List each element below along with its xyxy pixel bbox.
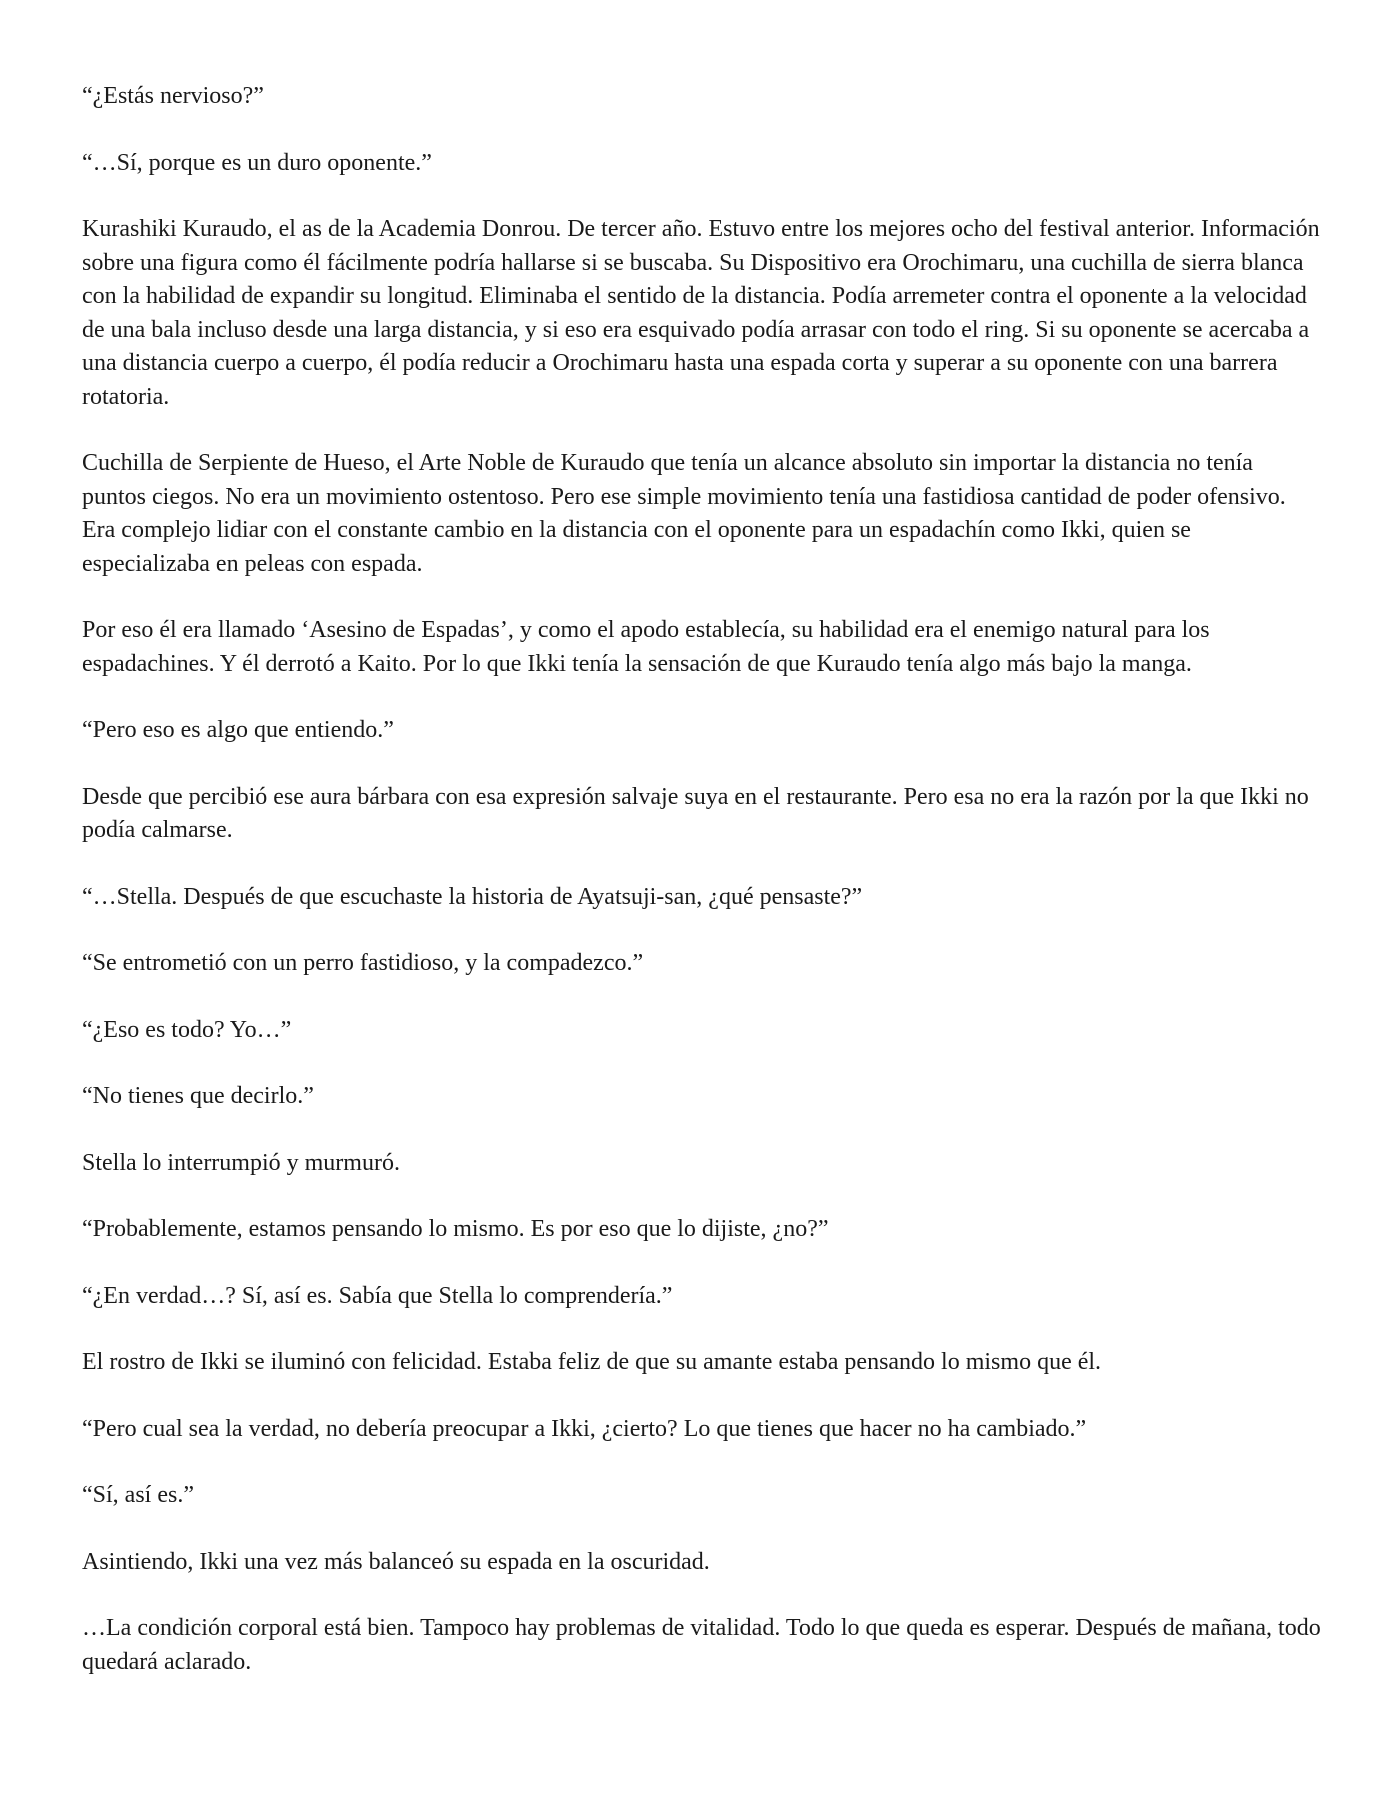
narrative-paragraph: Asintiendo, Ikki una vez más balanceó su espada en la oscuridad. <box>82 1548 710 1575</box>
narrative-paragraph: …La condición corporal está bien. Tampoco hay problemas de vitalidad. Todo lo que queda es esperar. Después de mañana, todo quedará aclarado. <box>82 1615 1321 1675</box>
dialogue-line: “Se entrometió con un perro fastidioso, y la compadezco.” <box>82 950 644 976</box>
narrative-paragraph: Cuchilla de Serpiente de Hueso, el Arte Noble de Kuraudo que tenía un alcance absoluto sin importar la distancia no tenía puntos ciegos. No era un movimiento ostentoso. Pero ese simple movimiento tenía una fastidiosa cantidad de poder ofensivo. Era complejo lidiar con el constante cambio en la distancia con el oponente para un espadachín como Ikki, quien se especializaba en peleas con espada. <box>82 450 1286 577</box>
narrative-paragraph: Desde que percibió ese aura bárbara con esa expresión salvaje suya en el restaurante. Pero esa no era la razón por la que Ikki no podía calmarse. <box>82 783 1309 843</box>
dialogue-line: “Pero eso es algo que entiendo.” <box>82 717 394 743</box>
document-page <box>82 80 1322 1712</box>
narrative-paragraph: Kurashiki Kuraudo, el as de la Academia Donrou. De tercer año. Estuvo entre los mejores ocho del festival anterior. Información sobre una figura como él fácilmente podría hallarse si se buscaba. Su Dispositivo era Orochimaru, una cuchilla de sierra blanca con la habilidad de expandir su longitud. Eliminaba el sentido de la distancia. Podía arremeter contra el oponente a la velocidad de una bala incluso desde una larga distancia, y si eso era esquivado podía arrasar con todo el ring. Si su oponente se acercaba a una distancia cuerpo a cuerpo, él podía reducir a Orochimaru hasta una espada corta y superar a su oponente con una barrera rotatoria. <box>82 216 1320 410</box>
narrative-paragraph: Por eso él era llamado ‘Asesino de Espadas’, y como el apodo establecía, su habilidad era el enemigo natural para los espadachines. Y él derrotó a Kaito. Por lo que Ikki tenía la sensación de que Kuraudo tenía algo más bajo la manga. <box>82 617 1210 677</box>
dialogue-line: “¿En verdad…? Sí, así es. Sabía que Stella lo comprendería.” <box>82 1282 673 1309</box>
dialogue-line: “…Sí, porque es un duro oponente.” <box>82 149 432 176</box>
dialogue-line: “Pero cual sea la verdad, no debería preocupar a Ikki, ¿cierto? Lo que tienes que hacer no ha cambiado.” <box>82 1415 1087 1442</box>
dialogue-line: “Sí, así es.” <box>82 1482 194 1508</box>
narrative-paragraph: El rostro de Ikki se iluminó con felicidad. Estaba feliz de que su amante estaba pensando lo mismo que él. <box>82 1349 1102 1375</box>
dialogue-line: “No tienes que decirlo.” <box>82 1083 314 1109</box>
dialogue-line: “¿Eso es todo? Yo…” <box>82 1016 292 1043</box>
narrative-paragraph: Stella lo interrumpió y murmuró. <box>82 1149 400 1176</box>
dialogue-line: “¿Estás nervioso?” <box>82 83 264 109</box>
dialogue-line: “Probablemente, estamos pensando lo mismo. Es por eso que lo dijiste, ¿no?” <box>82 1216 829 1242</box>
dialogue-line: “…Stella. Después de que escuchaste la historia de Ayatsuji-san, ¿qué pensaste?” <box>82 883 863 910</box>
